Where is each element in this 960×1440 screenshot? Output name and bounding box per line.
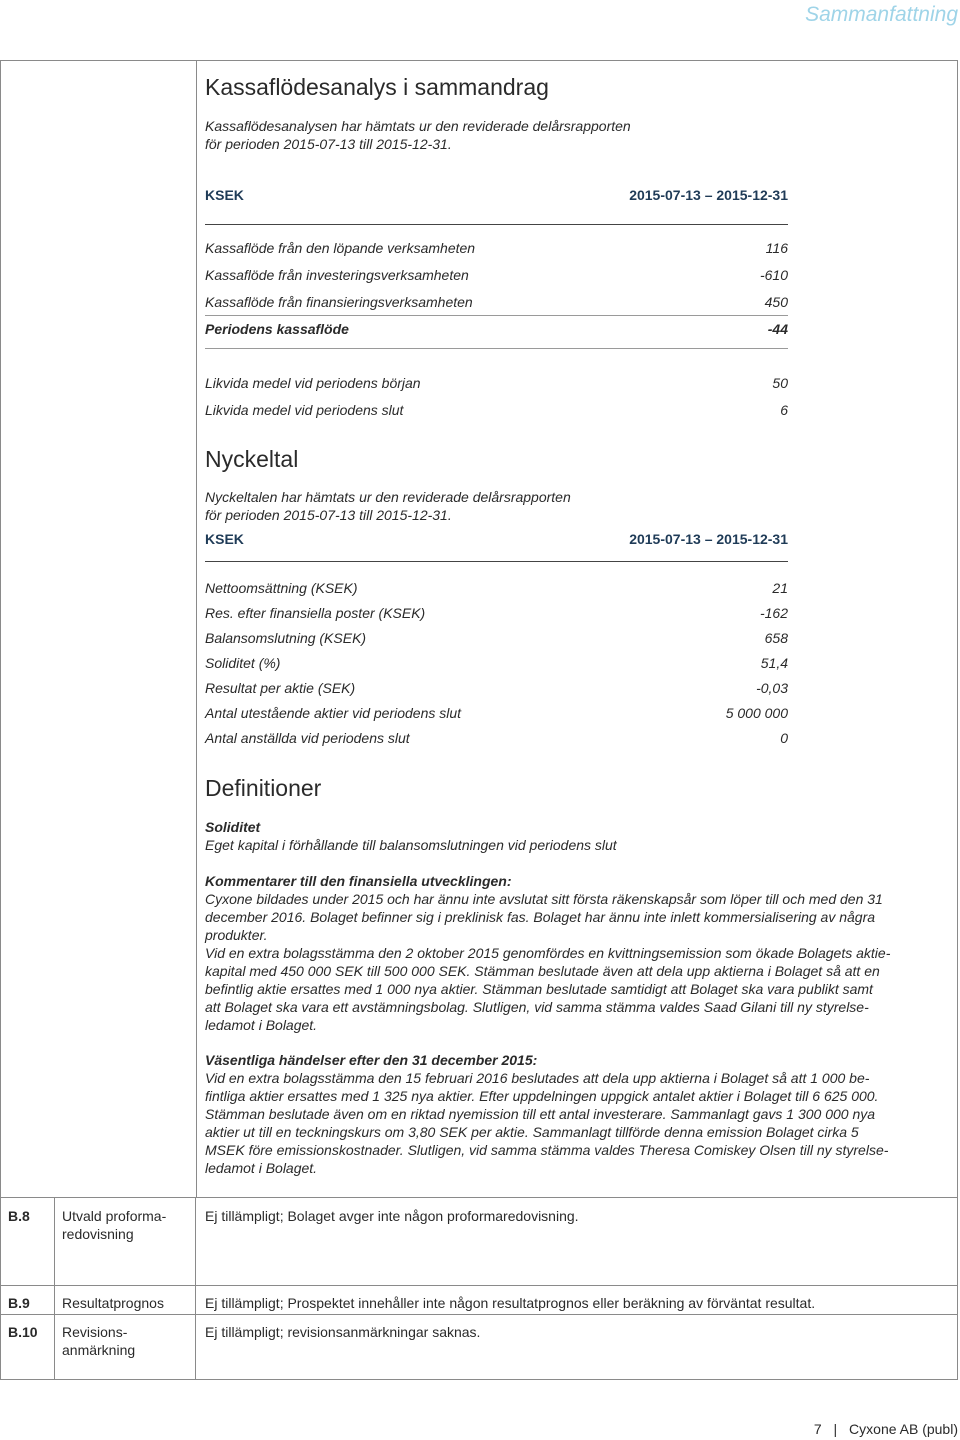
events-line: Stämman beslutade även om en riktad nyemission till ett antal investerare. Sammanlagt gavs 1 300 000 nya — [205, 1106, 876, 1122]
keyfigures-unit: KSEK — [205, 531, 244, 547]
row-value: 116 — [765, 240, 788, 256]
page-footer — [814, 1421, 958, 1437]
comments-line: Vid en extra bolagsstämma den 2 oktober 2015 genomfördes en kvittningsemission som ökade Bolagets aktie- — [205, 945, 891, 961]
column-divider — [196, 61, 197, 1198]
row-value: 51,4 — [760, 655, 788, 671]
row-desc: Ej tillämpligt; Bolaget avger inte någon proformaredovisning. — [205, 1208, 579, 1224]
events-block — [205, 1051, 945, 1177]
row-label: Antal utestående aktier vid periodens slut — [205, 705, 462, 721]
row-name: Resultatprognos — [62, 1295, 164, 1311]
table-row — [205, 605, 788, 625]
row-name-line: anmärkning — [62, 1342, 136, 1358]
row-label: Resultat per aktie (SEK) — [205, 680, 356, 696]
row-name-line: redovisning — [62, 1226, 134, 1242]
row-value: -44 — [767, 321, 788, 337]
comments-line: kapital med 450 000 SEK till 500 000 SEK. Stämman beslutade även att dela upp aktierna i Bolaget så att en — [205, 963, 880, 979]
divider — [205, 348, 788, 349]
table-row-b10 — [0, 1314, 958, 1381]
table-row — [205, 240, 788, 260]
row-label: Nettoomsättning (KSEK) — [205, 580, 358, 596]
row-label: Res. efter finansiella poster (KSEK) — [205, 605, 426, 621]
row-name-line: Revisions- — [62, 1324, 128, 1340]
row-value: -610 — [759, 267, 788, 283]
divider — [205, 224, 788, 225]
row-value: 450 — [764, 294, 788, 310]
page-number: 7 — [813, 1421, 822, 1437]
definition-term: Soliditet — [205, 819, 261, 835]
row-value: 5 000 000 — [725, 705, 788, 721]
row-value: 21 — [772, 580, 788, 596]
comments-title: Kommentarer till den finansiella utvecklingen: — [205, 873, 512, 889]
row-code: B.8 — [8, 1208, 30, 1224]
keyfigures-intro-line1: Nyckeltalen har hämtats ur den reviderade delårsrapporten — [205, 489, 571, 505]
table-row — [205, 655, 788, 675]
definitions-title: Definitioner — [205, 775, 322, 801]
keyfigures-intro-line2: för perioden 2015-07-13 till 2015-12-31. — [205, 507, 452, 523]
row-name — [62, 1207, 192, 1243]
table-row — [205, 630, 788, 650]
row-label: Kassaflöde från den löpande verksamheten — [205, 240, 476, 256]
table-row-b8 — [0, 1197, 958, 1286]
table-row — [205, 580, 788, 600]
row-label: Balansomslutning (KSEK) — [205, 630, 367, 646]
divider — [205, 561, 788, 562]
table-col-divider — [195, 1197, 196, 1380]
row-value: 50 — [772, 375, 788, 391]
table-row-total — [205, 321, 788, 341]
table-row — [205, 680, 788, 700]
row-value: 658 — [764, 630, 788, 646]
section-title: Sammanfattning — [805, 3, 958, 26]
divider — [205, 315, 788, 316]
definition-block — [205, 818, 945, 854]
events-line: fintliga aktier ersattes med 1 325 nya aktier. Efter uppdelningen uppgick antalet aktier i Bolaget till 6 625 000. — [205, 1088, 879, 1104]
events-line: MSEK före emissionskostnader. Slutligen, vid samma stämma valdes Theresa Comiskey Olsen till ny styrelse- — [205, 1142, 889, 1158]
row-code: B.10 — [8, 1324, 38, 1340]
definition-text: Eget kapital i förhållande till balansomslutningen vid periodens slut — [205, 837, 617, 853]
table-row-b9 — [0, 1285, 958, 1315]
cashflow-intro-line2: för perioden 2015-07-13 till 2015-12-31. — [205, 136, 452, 152]
row-label: Kassaflöde från finansieringsverksamheten — [205, 294, 473, 310]
row-name — [62, 1323, 192, 1359]
keyfigures-title: Nyckeltal — [205, 446, 299, 472]
comments-line: att Bolaget ska vara ett avstämningsbolag. Slutligen, vid samma stämma valdes Saad Gilani till ny styrelse- — [205, 999, 869, 1015]
row-label: Antal anställda vid periodens slut — [205, 730, 410, 746]
row-label: Likvida medel vid periodens slut — [205, 402, 404, 418]
row-desc: Ej tillämpligt; revisionsanmärkningar saknas. — [205, 1324, 481, 1340]
row-label: Kassaflöde från investeringsverksamheten — [205, 267, 469, 283]
table-row — [205, 705, 788, 725]
cashflow-period: 2015-07-13 – 2015-12-31 — [629, 187, 788, 203]
row-value: -0,03 — [756, 680, 788, 696]
row-value: 0 — [780, 730, 788, 746]
keyfigures-period: 2015-07-13 – 2015-12-31 — [629, 531, 788, 547]
events-line: aktier ut till en teckningskurs om 3,80 SEK per aktie. Sammanlagt tillförde denna emission Bolaget cirka 5 — [205, 1124, 859, 1140]
table-row — [205, 267, 788, 287]
cashflow-unit: KSEK — [205, 187, 244, 203]
company-name: Cyxone AB (publ) — [849, 1421, 958, 1437]
cashflow-intro-line1: Kassaflödesanalysen har hämtats ur den reviderade delårsrapporten — [205, 118, 631, 134]
row-desc: Ej tillämpligt; Prospektet innehåller inte någon resultatprognos eller beräkning av förväntat resultat. — [205, 1295, 816, 1311]
table-row — [205, 294, 788, 314]
comments-line: Cyxone bildades under 2015 och har ännu inte avslutat sitt första räkenskapsår som löper till och med den 31 — [205, 891, 883, 907]
comments-block — [205, 872, 945, 1034]
events-title: Väsentliga händelser efter den 31 december 2015: — [205, 1052, 538, 1068]
row-label: Periodens kassaflöde — [205, 321, 349, 337]
events-line: ledamot i Bolaget. — [205, 1160, 318, 1176]
cashflow-title: Kassaflödesanalys i sammandrag — [205, 74, 549, 100]
comments-line: december 2016. Bolaget befinner sig i preklinisk fas. Bolaget har ännu inte inlett kommersialisering av några — [205, 909, 876, 925]
comments-line: befintlig aktie ersattes med 1 000 nya aktier. Stämman beslutade samtidigt att Bolaget ska vara publikt samt — [205, 981, 873, 997]
row-name-line: Utvald proforma- — [62, 1208, 167, 1224]
table-row — [205, 375, 788, 395]
row-value: -162 — [759, 605, 788, 621]
row-label: Likvida medel vid periodens början — [205, 375, 421, 391]
row-label: Soliditet (%) — [205, 655, 281, 671]
comments-line: produkter. — [205, 927, 268, 943]
table-row — [205, 402, 788, 422]
table-col-divider — [54, 1197, 55, 1380]
row-code: B.9 — [8, 1295, 30, 1311]
row-value: 6 — [780, 402, 788, 418]
footer-separator: | — [833, 1421, 838, 1437]
comments-line: ledamot i Bolaget. — [205, 1017, 318, 1033]
events-line: Vid en extra bolagsstämma den 15 februari 2016 beslutades att dela upp aktierna i Bolaget så att 1 000 be- — [205, 1070, 870, 1086]
table-row — [205, 730, 788, 750]
